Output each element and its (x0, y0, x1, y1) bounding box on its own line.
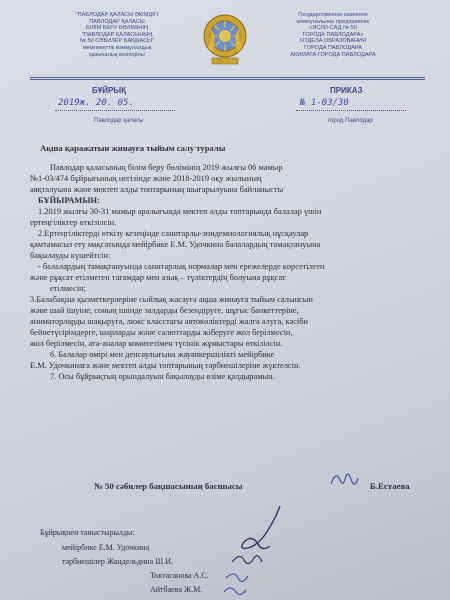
body-line: аяқталуына және мектеп алды топтарының шығарылуына байланысты (30, 185, 284, 194)
body-line: 3.Балабақша қызметкерлеріне сыйлық жасауға ақша жинауға тыйым салынсын (30, 295, 313, 304)
body-line: және рұқсат етілмеген тағамдар мен азық – түліктердің болуына рұқсат (30, 273, 286, 282)
header-left-line: "ПАВЛОДАР ҚАЛАСЫНЫҢ (81, 31, 153, 38)
decree-heading: БҰЙЫРАМЫН: (38, 196, 100, 205)
number-line (296, 110, 406, 111)
header-left-line: БІЛІМ БЕРУ БӨЛІМІНІҢ (86, 25, 148, 32)
signatory-title: № 50 сәбилер бақшасының басшысы (94, 481, 243, 491)
order-title-kz: БҰЙРЫҚ (92, 86, 126, 95)
header-left (42, 12, 192, 58)
body-line: бейнетүсірімдерге, шарларды және салюттарды жіберуге жол берілмесін, (30, 328, 293, 337)
staff-signatures-icon (218, 502, 298, 600)
header-left-line: ПАВЛОДАР ҚАЛАСЫ (89, 18, 145, 25)
acknowledged-person: Айтбаева Ж.М. (150, 585, 203, 594)
body-line: етілмесін; (50, 284, 86, 293)
director-signature-icon (328, 466, 360, 492)
date-line (55, 110, 175, 111)
header-right (258, 12, 408, 58)
body-line: Е.М. Удочкинаға және мектеп алды топтарының тәрбиешілеріне жүктелсін. (30, 361, 301, 370)
header-right-line: ОТДЕЛА ОБРАЗОВАНИЯ (299, 38, 367, 45)
body-line: №1-03/474 бұйрығының негізінде және 2018-2019 оқу жылының (30, 174, 262, 183)
body-line: 6. Балалар өмірі мен денсаулығына жауапкершілікті мейірбике (50, 350, 275, 359)
order-date-handwritten: 2019ж. 20. 05. (58, 98, 134, 108)
body-line: және шай ішуіне, соның ішінде залдарды безендіруге, шұғыс банкеттеріне, (30, 306, 299, 315)
acknowledged-person: тәрбиешілер Жандельдина Ш.И. (62, 557, 173, 566)
kazakhstan-emblem-icon (202, 8, 248, 70)
header-right-line: АКИМАТА ГОРОДА ПАВЛОДАРА (290, 51, 376, 58)
acknowledged-person: мейірбике Е.М. Удочкина (62, 543, 150, 552)
header-right-line: ГОРОДА ПАВЛОДАРА» (302, 31, 364, 38)
body-line: бақылауды күшейтсін: (30, 251, 111, 260)
order-title-ru: ПРИКАЗ (330, 86, 363, 95)
order-body (30, 162, 422, 382)
header-left-line: № 50 СӘБИЛЕР БАҚШАСЫ" (79, 38, 155, 45)
header-right-line: Государственное казенное (298, 12, 368, 18)
body-line: аниматорларды шақыруға, люкс класстағы автокөліктерді жалға алуға, кәсіби (30, 317, 308, 326)
signatory-name: Б.Естаева (370, 481, 410, 491)
header-right-line: ГОРОДА ПАВЛОДАРА (304, 44, 362, 51)
body-line: 7. Осы бұйрықтың орындалуын бақылауды өзіме қалдырамын. (50, 372, 275, 381)
body-line: 2.Ертеңгіліктерді өткізу кезеңінде санитарлы-эпидемиологиялық нұсқаулар (38, 229, 309, 238)
header-left-line: мемлекеттік коммуналдық (82, 44, 152, 51)
header-divider (30, 77, 425, 78)
body-line: Павлодар қаласының білім беру бөлімінің 2019 жылғы 06 мамыр (50, 163, 283, 172)
body-line: қамтамасыз ету мақсатында мейірбике Е.М. Удочкина балалардың тамақтануына (30, 240, 321, 249)
order-number-handwritten: № 1-03/30 (300, 98, 349, 108)
header-divider (30, 79, 425, 80)
order-subject: Ақша қаражатын жинауға тыйым салу туралы (40, 143, 226, 153)
body-line: ертеңгіліктер өткізілсін. (30, 218, 117, 227)
acknowledged-heading: Бұйрықпен таныстырылды: (40, 528, 135, 537)
acknowledged-person: Токтаганова А.С. (150, 571, 209, 580)
header-right-line: «ЯСЛИ-САД № 50 (309, 25, 357, 32)
place-kz: Павлодар қаласы (94, 118, 144, 124)
body-line: жол берілмесін, ата-аналар комитетімен түсінік жұмыстары өткізілсін. (30, 339, 283, 348)
body-line: - балалардың тамақтануында санитарлық нормалар мен ережелерде көрсетілген (38, 262, 325, 271)
body-line: 1.2019 жылғы 30-31 мамыр аралығында мектеп алды топтарында балалар үшін (38, 207, 322, 216)
header-left-line: қазыналық кәсіпорны (89, 51, 145, 58)
place-ru: город Павлодар (328, 118, 373, 124)
header-left-line: "ПАВЛОДАР ҚАЛАСЫ ӘКІМДІГІ (75, 12, 159, 18)
header-right-line: коммунальное предприятие (296, 18, 370, 25)
